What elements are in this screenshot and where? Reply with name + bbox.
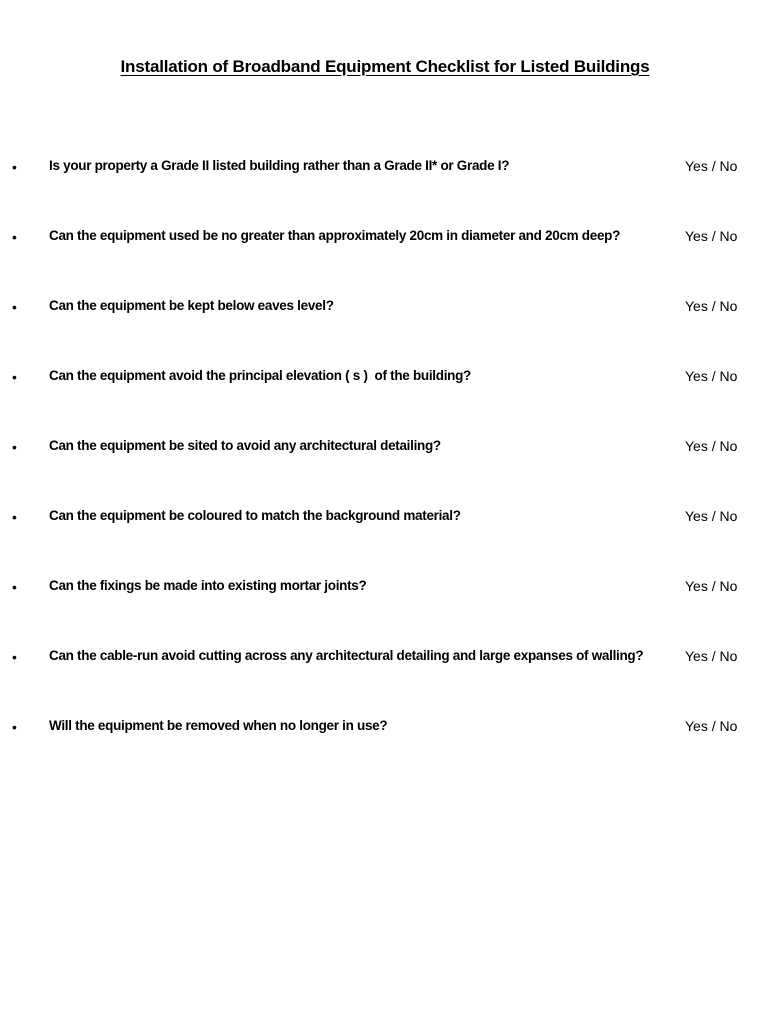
bullet-icon: • — [12, 369, 17, 385]
checklist-answer: Yes / No — [685, 438, 738, 454]
checklist-answer: Yes / No — [685, 718, 738, 734]
checklist-answer: Yes / No — [685, 508, 738, 524]
checklist-question: Will the equipment be removed when no longer in use? — [49, 718, 388, 733]
bullet-icon: • — [12, 229, 17, 245]
bullet-icon: • — [12, 509, 17, 525]
checklist-item — [0, 646, 770, 716]
checklist-item — [0, 296, 770, 366]
checklist-question: Can the equipment used be no greater than approximately 20cm in diameter and 20cm deep? — [49, 228, 621, 243]
checklist-question: Can the equipment be sited to avoid any architectural detailing? — [49, 438, 441, 453]
checklist-answer: Yes / No — [685, 648, 738, 664]
bullet-icon: • — [12, 439, 17, 455]
page-title-text: Installation of Broadband Equipment Checklist for Listed Buildings — [120, 57, 650, 76]
checklist-question: Can the cable-run avoid cutting across any architectural detailing and large expanses of walling? — [49, 648, 644, 663]
checklist-answer: Yes / No — [685, 228, 738, 244]
checklist-answer: Yes / No — [685, 158, 738, 174]
bullet-icon: • — [12, 649, 17, 665]
checklist-item — [0, 366, 770, 436]
bullet-icon: • — [12, 159, 17, 175]
checklist-item — [0, 156, 770, 226]
checklist-question: Can the fixings be made into existing mortar joints? — [49, 578, 367, 593]
bullet-icon: • — [12, 579, 17, 595]
bullet-icon: • — [12, 719, 17, 735]
checklist-question: Is your property a Grade II listed building rather than a Grade II* or Grade I? — [49, 158, 510, 173]
checklist-question: Can the equipment avoid the principal elevation ( s ) of the building? — [49, 368, 471, 383]
checklist-question: Can the equipment be coloured to match the background material? — [49, 508, 461, 523]
page-title — [0, 57, 770, 77]
bullet-icon: • — [12, 299, 17, 315]
checklist-item — [0, 716, 770, 786]
checklist-item — [0, 506, 770, 576]
checklist-item — [0, 576, 770, 646]
checklist-answer: Yes / No — [685, 298, 738, 314]
checklist-item — [0, 436, 770, 506]
checklist-answer: Yes / No — [685, 578, 738, 594]
checklist-item — [0, 226, 770, 296]
checklist-question: Can the equipment be kept below eaves level? — [49, 298, 334, 313]
checklist — [0, 156, 770, 786]
checklist-answer: Yes / No — [685, 368, 738, 384]
